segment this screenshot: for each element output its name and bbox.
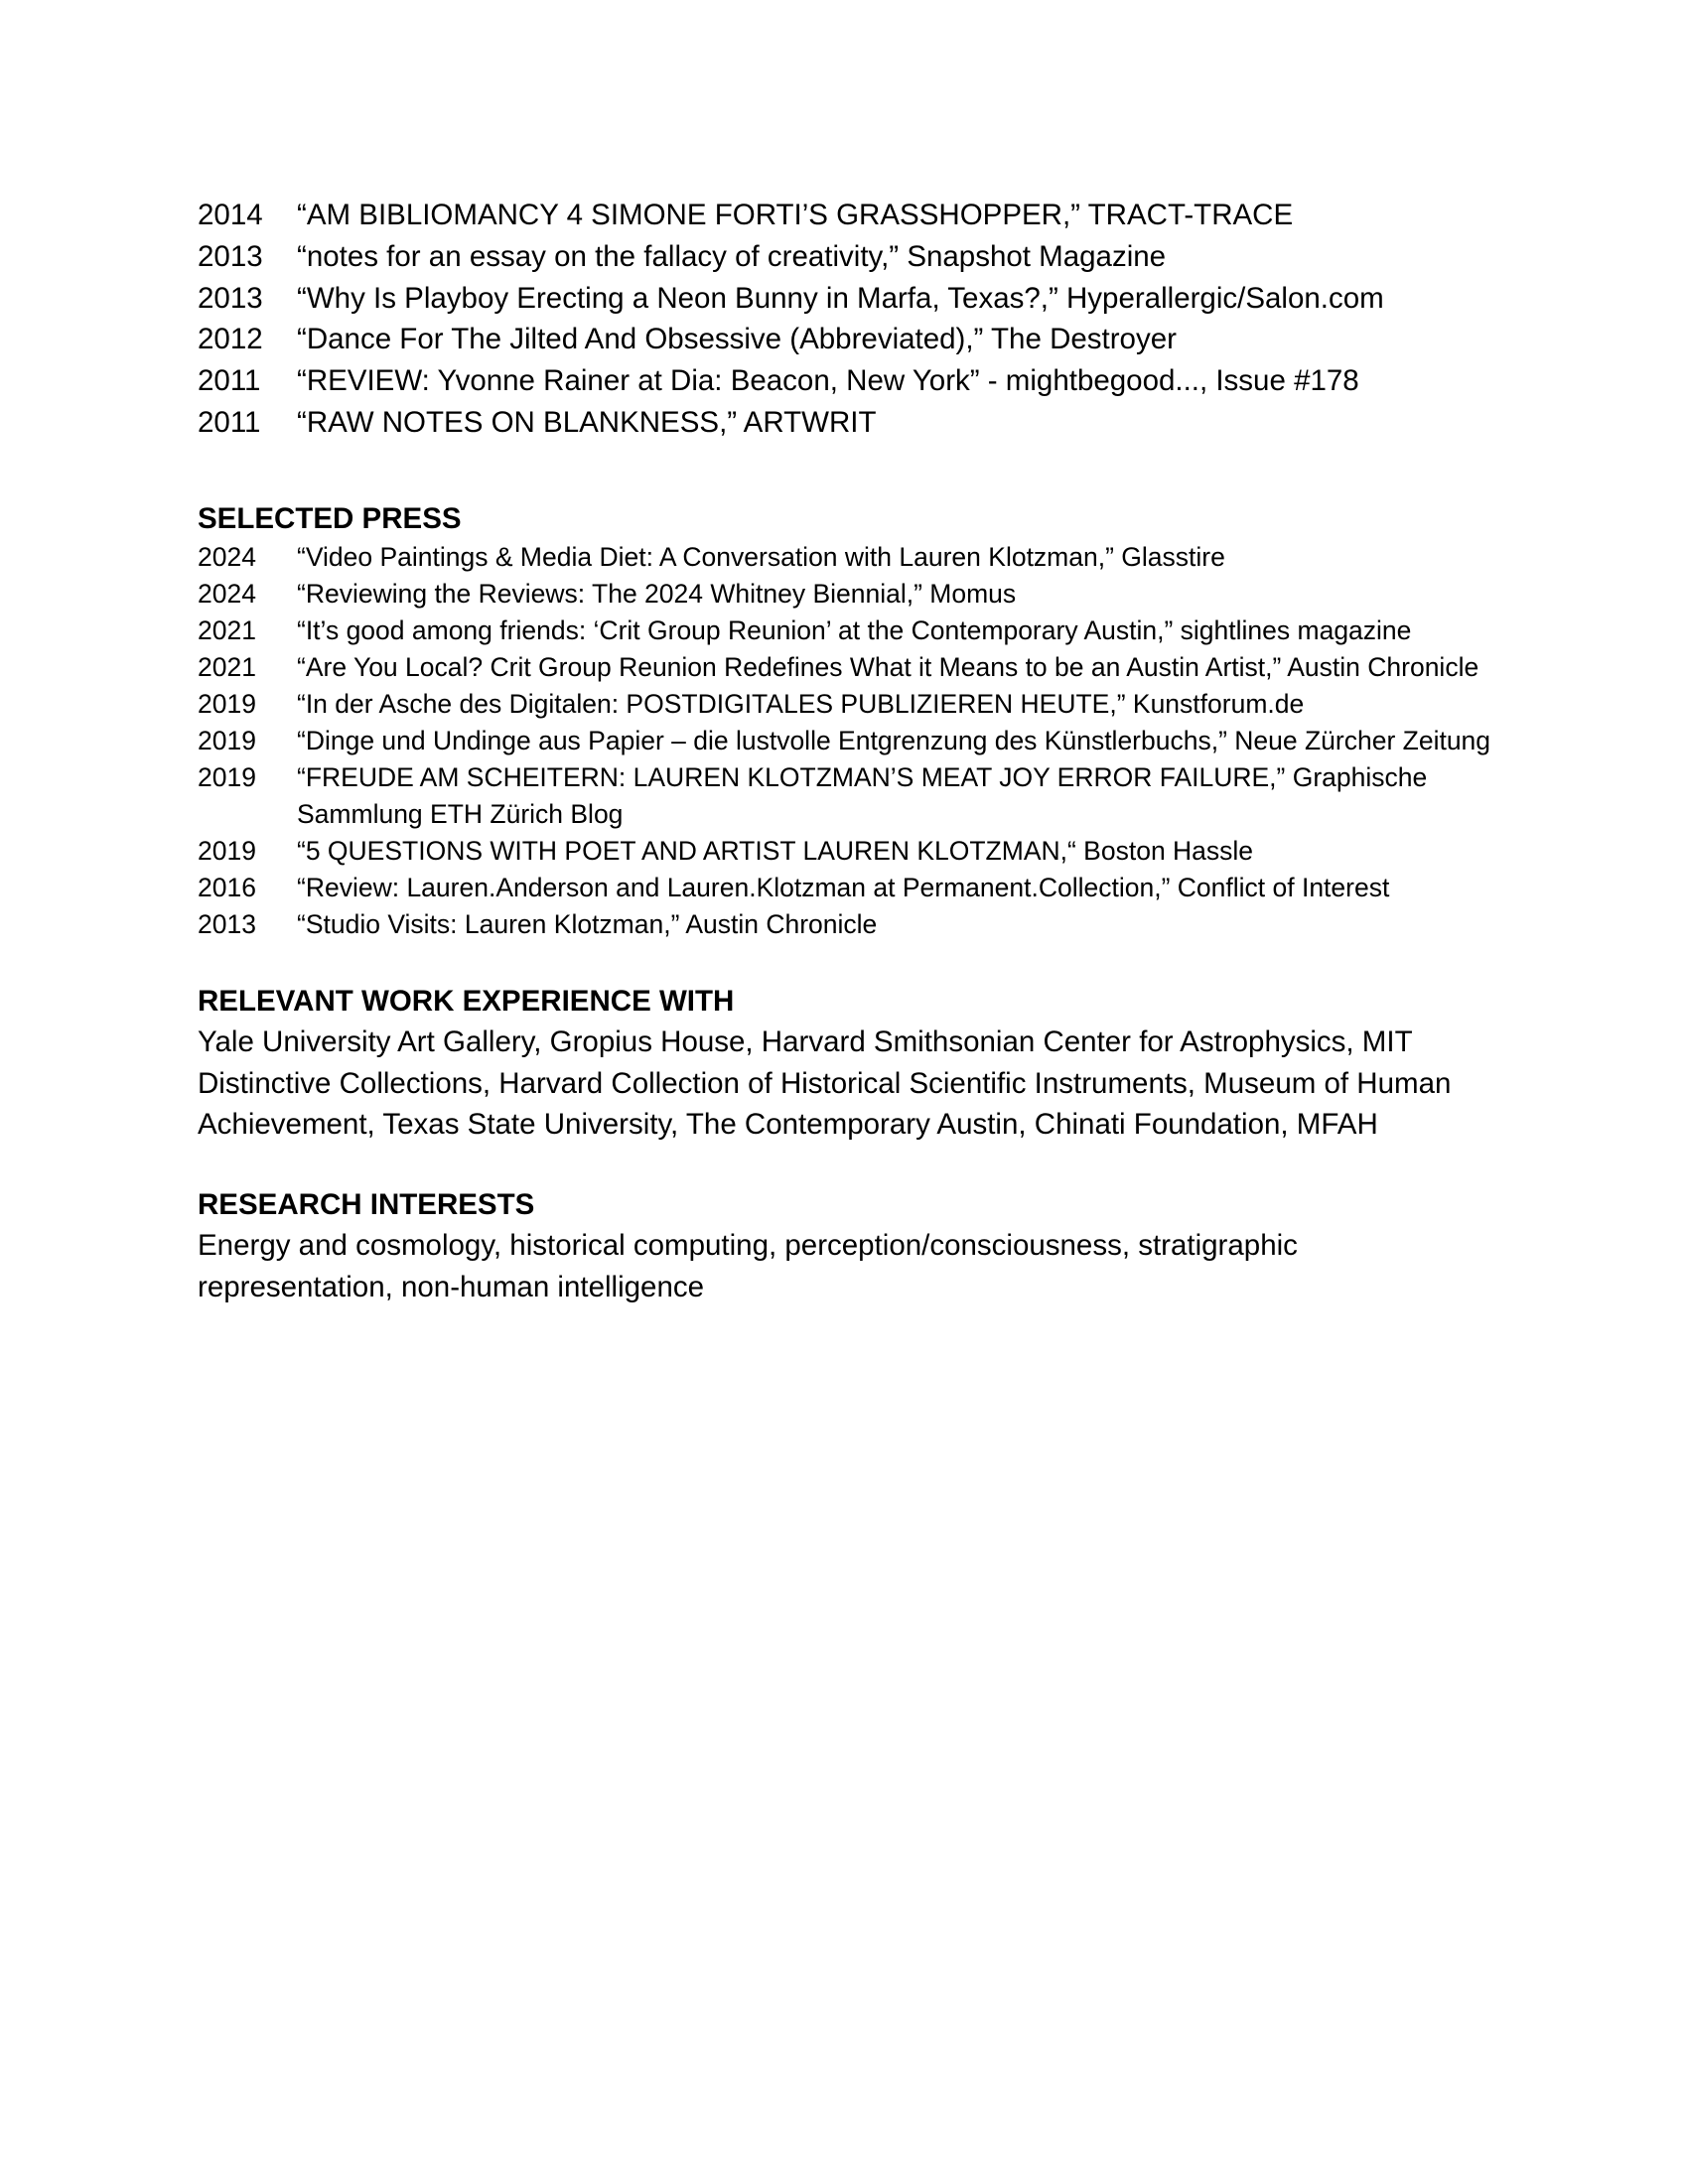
entry-text: “notes for an essay on the fallacy of creativity,” Snapshot Magazine [297,239,1167,273]
entry-text: “It’s good among friends: ‘Crit Group Reunion’ at the Contemporary Austin,” sightlines magazine [297,614,1412,645]
entry-text: “In der Asche des Digitalen: POSTDIGITALES PUBLIZIEREN HEUTE,” Kunstforum.de [297,688,1305,719]
entry-text: “Why Is Playboy Erecting a Neon Bunny in Marfa, Texas?,” Hyperallergic/Salon.com [297,281,1384,315]
research-interests-heading: RESEARCH INTERESTS [198,1188,535,1222]
list-item [198,195,1508,236]
entry-year: 2021 [198,614,256,645]
list-item [198,723,1508,759]
entry-text: “Dinge und Undinge aus Papier – die lustvolle Entgrenzung des Künstlerbuchs,” Neue Zürcher Zeitung [297,725,1491,755]
entry-year: 2019 [198,835,256,866]
list-item [198,360,1508,402]
entry-text: “REVIEW: Yvonne Rainer at Dia: Beacon, New York” - mightbegood..., Issue #178 [297,364,1359,398]
list-item [198,576,1508,613]
entry-year: 2013 [198,281,263,315]
entry-year: 2011 [198,405,261,439]
entry-text: “Review: Lauren.Anderson and Lauren.Klotzman at Permanent.Collection,” Conflict of Interest [297,872,1390,902]
entry-text: “Dance For The Jilted And Obsessive (Abbreviated),” The Destroyer [297,323,1177,356]
entry-text: “Studio Visits: Lauren Klotzman,” Austin Chronicle [297,908,878,939]
entry-year: 2019 [198,761,256,792]
list-item [198,833,1508,870]
list-item [198,278,1508,320]
entry-year: 2021 [198,651,256,682]
list-item [198,759,1508,833]
entry-year: 2013 [198,239,263,273]
entry-text: “5 QUESTIONS WITH POET AND ARTIST LAUREN KLOTZMAN,“ Boston Hassle [297,835,1254,866]
list-item [198,613,1508,649]
entry-year: 2011 [198,364,261,398]
selected-press-heading: SELECTED PRESS [198,501,462,535]
entry-text: “FREUDE AM SCHEITERN: LAUREN KLOTZMAN’S MEAT JOY ERROR FAILURE,” Graphische Sammlung ETH Zürich Blog [297,761,1428,829]
entry-text: “AM BIBLIOMANCY 4 SIMONE FORTI’S GRASSHOPPER,” TRACT-TRACE [297,199,1294,231]
entry-text: “Video Paintings & Media Diet: A Conversation with Lauren Klotzman,” Glasstire [297,541,1225,572]
list-item [198,906,1508,943]
work-experience-text: Yale University Art Gallery, Gropius House, Harvard Smithsonian Center for Astrophysics, MIT Distinctive Collections, Harvard Collection of Historical Scientific Instruments, Museum of Human Achievement, Texas State University, The Contemporary Austin, Chinati Foundation, MFAH [198,1024,1452,1142]
entry-year: 2014 [198,199,263,231]
list-item [198,649,1508,686]
entry-year: 2016 [198,872,256,902]
list-item [198,236,1508,278]
selected-press-list [198,539,1508,943]
entry-year: 2012 [198,323,263,356]
list-item [198,870,1508,906]
entry-year: 2013 [198,908,256,939]
list-item [198,539,1508,576]
entry-year: 2024 [198,541,256,572]
entry-text: “RAW NOTES ON BLANKNESS,” ARTWRIT [297,405,877,439]
writings-list [198,195,1508,444]
cv-page [198,195,1508,1308]
entry-text: “Are You Local? Crit Group Reunion Redefines What it Means to be an Austin Artist,” Austin Chronicle [297,651,1479,682]
list-item [198,319,1508,360]
list-item [198,402,1508,444]
work-experience-heading: RELEVANT WORK EXPERIENCE WITH [198,984,735,1018]
research-interests-text: Energy and cosmology, historical computing, perception/consciousness, stratigraphic representation, non-human intelligence [198,1229,1298,1303]
entry-text: “Reviewing the Reviews: The 2024 Whitney Biennial,” Momus [297,578,1017,609]
entry-year: 2024 [198,578,256,609]
entry-year: 2019 [198,725,256,755]
list-item [198,686,1508,723]
entry-year: 2019 [198,688,256,719]
